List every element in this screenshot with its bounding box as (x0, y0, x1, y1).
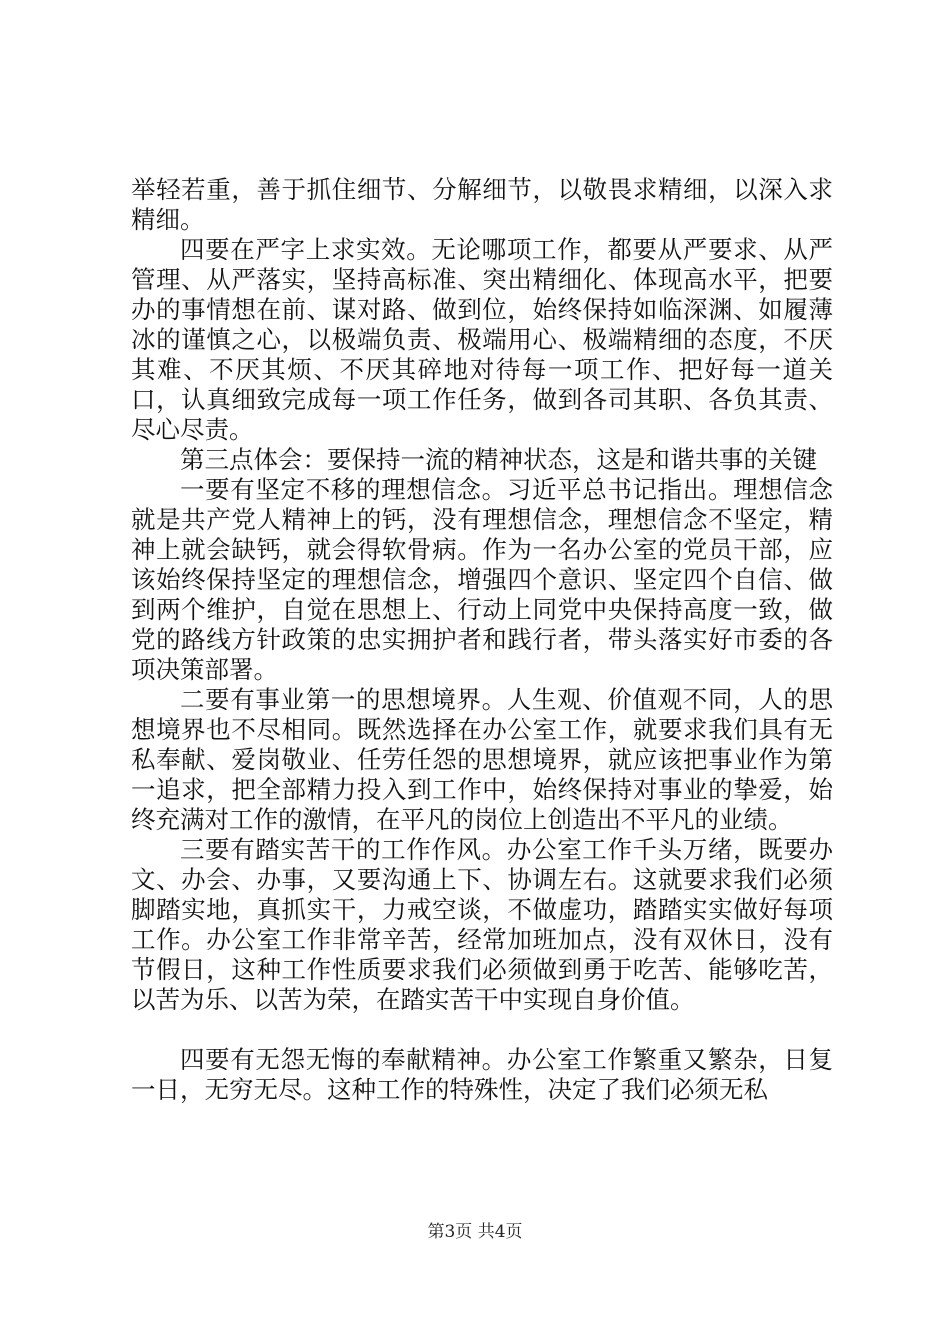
document-body (131, 175, 833, 1105)
section-heading-third-insight: 第三点体会：要保持一流的精神状态，这是和谐共事的关键 (180, 445, 817, 474)
paragraph-career: 二要有事业第一的思想境界。人生观、价值观不同，人的思想境界也不尽相同。既然选择在办公室工作，就要求我们具有无私奉献、爱岗敬业、任劳任怨的思想境界，就应该把事业作为第一追求，把全部精力投入到工作中，始终保持对事业的挚爱，始终充满对工作的激情，在平凡的岗位上创造出不平凡的业绩。 (131, 685, 833, 834)
paragraph-dedication: 四要有无怨无悔的奉献精神。办公室工作繁重又繁杂，日复一日，无穷无尽。这种工作的特殊性，决定了我们必须无私 (131, 1045, 833, 1104)
paragraph-strictness: 四要在严字上求实效。无论哪项工作，都要从严要求、从严管理、从严落实，坚持高标准、突出精细化、体现高水平，把要办的事情想在前、谋对路、做到位，始终保持如临深渊、如履薄冰的谨慎之心，以极端负责、极端用心、极端精细的态度，不厌其难、不厌其烦、不厌其碎地对待每一项工作、把好每一道关口，认真细致完成每一项工作任务，做到各司其职、各负其责、尽心尽责。 (131, 235, 833, 444)
paragraph-work-style: 三要有踏实苦干的工作作风。办公室工作千头万绪，既要办文、办会、办事，又要沟通上下、协调左右。这就要求我们必须脚踏实地，真抓实干，力戒空谈，不做虚功，踏踏实实做好每项工作。办公室工作非常辛苦，经常加班加点，没有双休日，没有节假日，这种工作性质要求我们必须做到勇于吃苦、能够吃苦，以苦为乐、以苦为荣，在踏实苦干中实现自身价值。 (131, 835, 833, 1014)
paragraph-continued: 举轻若重，善于抓住细节、分解细节，以敬畏求精细，以深入求精细。 (131, 175, 833, 234)
page-number-footer: 第3页 共4页 (427, 1222, 523, 1242)
paragraph-ideals: 一要有坚定不移的理想信念。习近平总书记指出。理想信念就是共产党人精神上的钙，没有理想信念，理想信念不坚定，精神上就会缺钙，就会得软骨病。作为一名办公室的党员干部，应该始终保持坚定的理想信念，增强四个意识、坚定四个自信、做到两个维护，自觉在思想上、行动上同党中央保持高度一致，做党的路线方针政策的忠实拥护者和践行者，带头落实好市委的各项决策部署。 (131, 475, 833, 684)
